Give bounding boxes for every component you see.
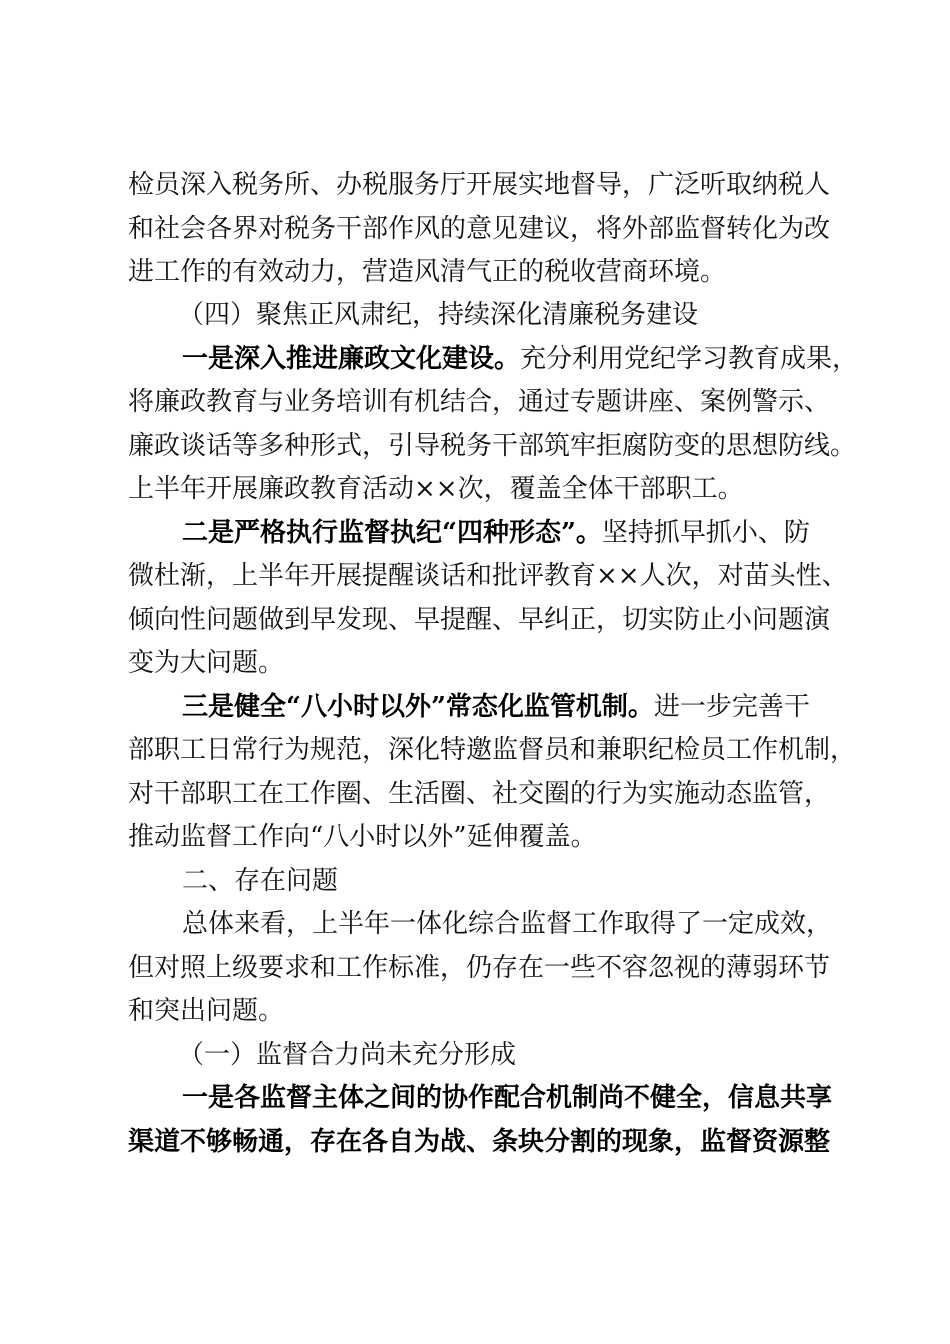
line-text: 总体来看，上半年一体化综合监督工作取得了一定成效， [182,909,833,939]
paragraph-line [128,775,830,813]
paragraph-line [128,383,830,421]
line-text: 廉政谈话等多种形式，引导税务干部筑牢拒腐防变的思想防线。 [128,431,857,461]
line-text: 倾向性问题做到早发现、早提醒、早纠正，切实防止小问题演 [128,605,831,635]
line-text: 坚持抓早抓小、防 [601,518,810,548]
paragraph-line [182,514,810,552]
paragraph-line [128,470,744,508]
section-heading-text: （一）监督合力尚未充分形成 [178,1040,517,1070]
bold-lead-text: 三是健全“八小时以外”常态化监管机制。 [182,692,654,722]
line-text: 变为大问题。 [128,648,285,678]
paragraph-line [128,949,830,987]
line-text: 对干部职工在工作圈、生活圈、社交圈的行为实施动态监管， [128,779,831,809]
section-heading [178,296,698,334]
section-heading [178,1036,516,1074]
line-text: 微杜渐，上半年开展提醒谈话和批评教育××人次，对苗头性、 [128,561,848,591]
bold-lead-text: 一是各监督主体之间的协作配合机制尚不健全，信息共享 [182,1083,833,1113]
paragraph-line [128,557,848,595]
paragraph-line [128,601,830,639]
line-text: 上半年开展廉政教育活动××次，覆盖全体干部职工。 [128,474,744,504]
line-text: 部职工日常行为规范，深化特邀监督员和兼职纪检员工作机制， [128,735,857,765]
paragraph-line [128,731,856,769]
paragraph-line [128,210,830,248]
line-text: 和突出问题。 [128,996,285,1026]
line-text: 推动监督工作向“八小时以外”延伸覆盖。 [128,822,597,852]
paragraph-line [128,253,726,291]
paragraph-line [182,905,832,943]
paragraph-line [182,688,810,726]
line-text: 进工作的有效动力，营造风清气正的税收营商环境。 [128,257,727,287]
paragraph-line [128,166,830,204]
line-text: 将廉政教育与业务培训有机结合，通过专题讲座、案例警示、 [128,387,831,417]
paragraph-line [182,340,858,378]
line-text: 进一步完善干 [653,692,810,722]
paragraph-line [128,992,284,1030]
section-heading [182,862,338,900]
section-heading-text: 二、存在问题 [182,866,339,896]
paragraph-line [182,1079,832,1117]
line-text: 和社会各界对税务干部作风的意见建议，将外部监督转化为改 [128,214,831,244]
line-text: 检员深入税务所、办税服务厅开展实地督导，广泛听取纳税人 [128,170,831,200]
paragraph-line [128,644,284,682]
bold-lead-text: 二是严格执行监督执纪“四种形态”。 [182,518,602,548]
bold-lead-text: 渠道不够畅通，存在各自为战、条块分割的现象，监督资源整 [128,1127,831,1157]
paragraph-line [128,818,597,856]
line-text: 充分利用党纪学习教育成果， [520,344,859,374]
paragraph-line [128,1123,830,1161]
section-heading-text: （四）聚焦正风肃纪，持续深化清廉税务建设 [178,300,699,330]
bold-lead-text: 一是深入推进廉政文化建设。 [182,344,521,374]
paragraph-line [128,427,856,465]
line-text: 但对照上级要求和工作标准，仍存在一些不容忽视的薄弱环节 [128,953,831,983]
